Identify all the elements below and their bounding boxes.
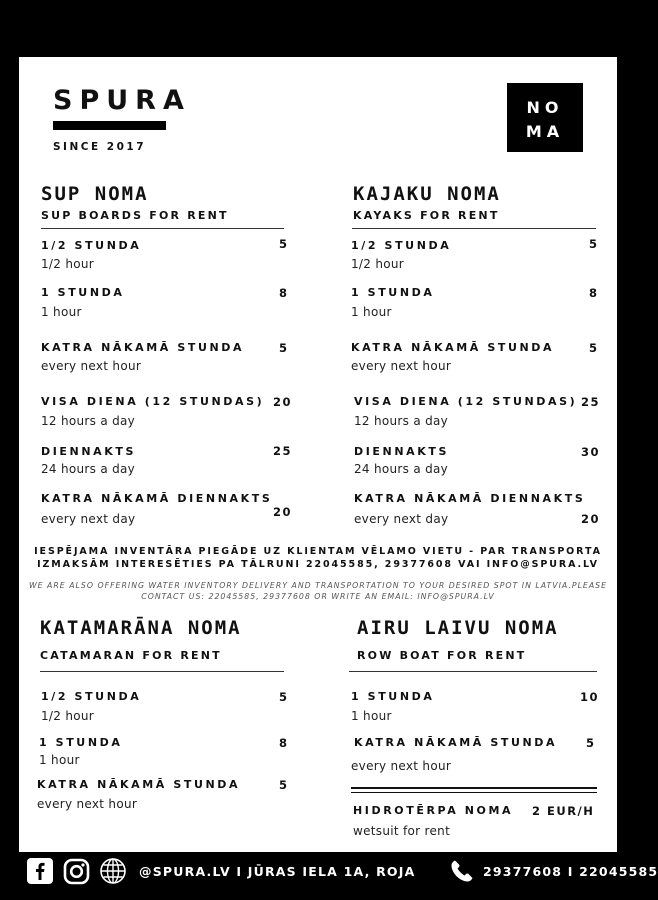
badge-line-2: MA xyxy=(525,122,565,141)
catamaran-item-desc: every next hour xyxy=(37,797,138,811)
sup-item-name: VISA DIENA (12 STUNDAS) xyxy=(41,395,265,408)
catamaran-item-desc: 1 hour xyxy=(39,753,80,767)
kayak-item-name: 1/2 STUNDA xyxy=(351,239,452,252)
kayak-item-name: KATRA NĀKAMĀ STUNDA xyxy=(351,341,555,354)
kayak-item-desc: every next hour xyxy=(351,359,452,373)
brand-name: SPURA xyxy=(53,85,191,116)
wetsuit-top-rule xyxy=(351,787,597,789)
catamaran-item-desc: 1/2 hour xyxy=(41,709,95,723)
kayak-item-desc: 24 hours a day xyxy=(354,462,449,476)
kayak-item-price: 8 xyxy=(589,286,599,300)
rowboat-subtitle: ROW BOAT FOR RENT xyxy=(357,649,527,662)
footer-address: @SPURA.LV I JŪRAS IELA 1A, ROJA xyxy=(139,864,416,879)
wetsuit-desc: wetsuit for rent xyxy=(353,824,451,838)
catamaran-item-name: 1/2 STUNDA xyxy=(41,690,142,703)
sup-divider xyxy=(41,228,284,229)
kayak-item-price: 20 xyxy=(581,512,601,526)
kayak-item-name: DIENNAKTS xyxy=(354,445,450,458)
catamaran-subtitle: CATAMARAN FOR RENT xyxy=(40,649,222,662)
kayak-item-name: VISA DIENA (12 STUNDAS) xyxy=(354,395,578,408)
kayak-item-price: 5 xyxy=(589,237,599,251)
rowboat-divider xyxy=(349,671,597,672)
rowboat-item-price: 10 xyxy=(580,690,600,704)
rowboat-item-desc: every next hour xyxy=(351,759,452,773)
facebook-icon[interactable] xyxy=(27,858,53,884)
delivery-notice-lv-2: IZMAKSĀM INTERESĒTIES PA TĀLRUNI 22045585, 29377608 VAI INFO@SPURA.LV xyxy=(37,559,599,570)
kayak-divider xyxy=(352,228,596,229)
kayak-item-name: KATRA NĀKAMĀ DIENNAKTS xyxy=(354,492,586,505)
wetsuit-name: HIDROTĒRPA NOMA xyxy=(353,804,514,817)
sup-item-name: KATRA NĀKAMĀ DIENNAKTS xyxy=(41,492,273,505)
footer-phones: 29377608 I 22045585 xyxy=(483,864,658,879)
wetsuit-price: 2 EUR/H xyxy=(532,804,595,818)
brand-underline xyxy=(53,121,166,130)
phone-icon[interactable] xyxy=(449,858,475,884)
catamaran-title: KATAMARĀNA NOMA xyxy=(40,617,242,639)
sup-item-price: 20 xyxy=(273,505,293,519)
kayak-item-desc: 1/2 hour xyxy=(351,257,405,271)
sup-item-price: 5 xyxy=(279,237,289,251)
wetsuit-top-rule-thin xyxy=(351,792,597,793)
kayak-item-price: 5 xyxy=(589,341,599,355)
catamaran-item-price: 8 xyxy=(279,736,289,750)
kayak-item-price: 25 xyxy=(581,395,601,409)
kayak-item-desc: 1 hour xyxy=(351,305,392,319)
noma-badge xyxy=(507,83,583,152)
sup-item-price: 5 xyxy=(279,341,289,355)
sup-item-name: 1/2 STUNDA xyxy=(41,239,142,252)
catamaran-divider xyxy=(40,671,284,672)
globe-icon[interactable] xyxy=(99,857,127,885)
delivery-notice-lv-1: IESPĒJAMA INVENTĀRA PIEGĀDE UZ KLIENTAM VĒLAMO VIETU - PAR TRANSPORTA xyxy=(34,546,602,557)
sup-item-desc: every next hour xyxy=(41,359,142,373)
price-sheet xyxy=(19,57,617,852)
sup-item-desc: 24 hours a day xyxy=(41,462,136,476)
sup-item-desc: 1/2 hour xyxy=(41,257,95,271)
rowboat-item-price: 5 xyxy=(586,736,596,750)
badge-line-1: NO xyxy=(526,98,564,117)
delivery-notice-en-2: CONTACT US: 22045585, 29377608 OR WRITE AN EMAIL: INFO@SPURA.LV xyxy=(141,592,495,601)
catamaran-item-name: KATRA NĀKAMĀ STUNDA xyxy=(37,778,241,791)
kayak-item-price: 30 xyxy=(581,445,601,459)
rowboat-item-name: 1 STUNDA xyxy=(351,690,435,703)
sup-item-desc: 1 hour xyxy=(41,305,82,319)
sup-subtitle: SUP BOARDS FOR RENT xyxy=(41,209,229,222)
rowboat-item-desc: 1 hour xyxy=(351,709,392,723)
catamaran-item-name: 1 STUNDA xyxy=(39,736,123,749)
rowboat-item-name: KATRA NĀKAMĀ STUNDA xyxy=(354,736,558,749)
catamaran-item-price: 5 xyxy=(279,778,289,792)
sup-item-name: 1 STUNDA xyxy=(41,286,125,299)
sup-item-desc: every next day xyxy=(41,512,136,526)
kayak-title: KAJAKU NOMA xyxy=(353,183,501,205)
sup-item-desc: 12 hours a day xyxy=(41,414,136,428)
kayak-item-desc: every next day xyxy=(354,512,449,526)
sup-item-price: 20 xyxy=(273,395,293,409)
sup-item-price: 25 xyxy=(273,444,293,458)
catamaran-item-price: 5 xyxy=(279,690,289,704)
kayak-item-desc: 12 hours a day xyxy=(354,414,449,428)
delivery-notice-en-1: WE ARE ALSO OFFERING WATER INVENTORY DELIVERY AND TRANSPORTATION TO YOUR DESIRED SPOT IN LATVIA.PLEASE xyxy=(28,581,608,590)
brand-since: SINCE 2017 xyxy=(53,141,147,153)
instagram-icon[interactable] xyxy=(63,858,90,885)
rowboat-title: AIRU LAIVU NOMA xyxy=(357,617,559,639)
sup-item-price: 8 xyxy=(279,286,289,300)
sup-item-name: KATRA NĀKAMĀ STUNDA xyxy=(41,341,245,354)
kayak-subtitle: KAYAKS FOR RENT xyxy=(353,209,500,222)
kayak-item-name: 1 STUNDA xyxy=(351,286,435,299)
sup-item-name: DIENNAKTS xyxy=(41,445,137,458)
sup-title: SUP NOMA xyxy=(41,183,149,205)
